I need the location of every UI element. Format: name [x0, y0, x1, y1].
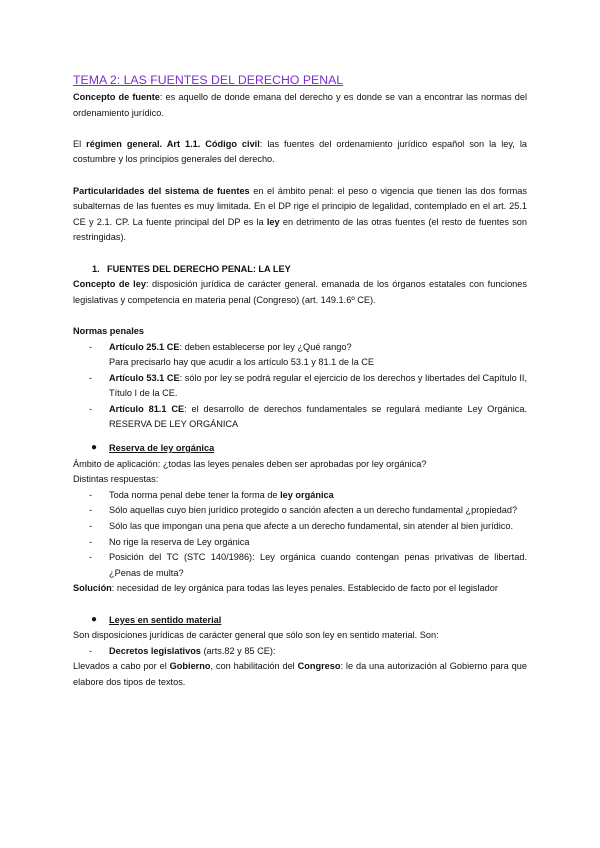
normas-penales-heading: Normas penales — [73, 325, 144, 336]
concepto-fuente-paragraph: Concepto de fuente: es aquello de donde emana del derecho y es donde se van a encontrar las normas del ordenamiento jurídico. — [73, 92, 527, 118]
section-heading-fuentes: 1. FUENTES DEL DERECHO PENAL: LA LEY — [92, 263, 291, 274]
decretos-list — [73, 644, 527, 660]
list-item: - No rige la reserva de Ley orgánica — [89, 536, 250, 547]
bullet-icon: ● — [91, 613, 98, 625]
leyes-material-heading: ● Leyes en sentido material — [73, 613, 527, 629]
list-item: - Artículo 25.1 CE: deben establecerse por ley ¿Qué rango? Para precisarlo hay que acudir a los artículo 53.1 y 81.1 de la CE — [89, 341, 375, 368]
list-item: - Artículo 53.1 CE: sólo por ley se podrá regular el ejercicio de los derechos y libertades del Capítulo II, Título I de la CE. — [89, 372, 527, 399]
list-item: - Decretos legislativos (arts.82 y 85 CE): — [89, 645, 276, 656]
gobierno-paragraph: Llevados a cabo por el Gobierno, con habilitación del Congreso: le da una autorización al Gobierno para que elabore dos tipos de textos. — [73, 661, 527, 687]
respuestas-list — [73, 488, 527, 582]
document-page — [73, 72, 527, 691]
concepto-ley-paragraph: Concepto de ley: disposición jurídica de carácter general. emanada de los órganos estatales con funciones legislativas y competencia en materia penal (Congreso) (art. 149.1.6º CE). — [73, 279, 527, 305]
list-item: - Sólo aquellas cuyo bien jurídico protegido o sanción afecten a un derecho fundamental ¿propiedad? — [89, 505, 518, 516]
bullet-icon: ● — [91, 442, 98, 454]
page-title: TEMA 2: LAS FUENTES DEL DERECHO PENAL — [73, 73, 344, 87]
list-item: - Posición del TC (STC 140/1986): Ley orgánica cuando contengan penas privativas de libertad. ¿Penas de multa? — [89, 552, 527, 578]
distintas-paragraph: Distintas respuestas: — [73, 474, 159, 485]
solucion-paragraph: Solución: necesidad de ley orgánica para todas las leyes penales. Establecido de facto por el legislador — [73, 583, 498, 594]
particularidades-paragraph: Particularidades del sistema de fuentes en el ámbito penal: el peso o vigencia que tienen las dos formas subalternas de las fuentes es muy limitada. En el DP rige el principio de legalidad, contemplado en el art. 25.1 CE y 2.1. CP. La fuente principal del DP es la ley en detrimento de las otras fuentes (el resto de fuentes son restringidas). — [73, 185, 527, 243]
list-item: - Sólo las que impongan una pena que afecte a un derecho fundamental, sin atender al bien jurídico. — [89, 521, 514, 532]
list-item: - Artículo 81.1 CE: el desarrollo de derechos fundamentales se regulará mediante Ley Orgánica. RESERVA DE LEY ORGÁNICA — [89, 403, 527, 430]
normas-list — [73, 340, 527, 434]
ambito-paragraph: Ámbito de aplicación: ¿todas las leyes penales deben ser aprobadas por ley orgánica? — [73, 458, 427, 469]
list-item: - Toda norma penal debe tener la forma de ley orgánica — [89, 489, 334, 500]
reserva-heading: ● Reserva de ley orgánica — [73, 441, 527, 457]
regimen-general-paragraph: El régimen general. Art 1.1. Código civil: las fuentes del ordenamiento jurídico español son la ley, la costumbre y los principios generales del derecho. — [73, 138, 527, 165]
disposiciones-paragraph: Son disposiciones jurídicas de carácter general que sólo son ley en sentido material. Son: — [73, 630, 439, 641]
